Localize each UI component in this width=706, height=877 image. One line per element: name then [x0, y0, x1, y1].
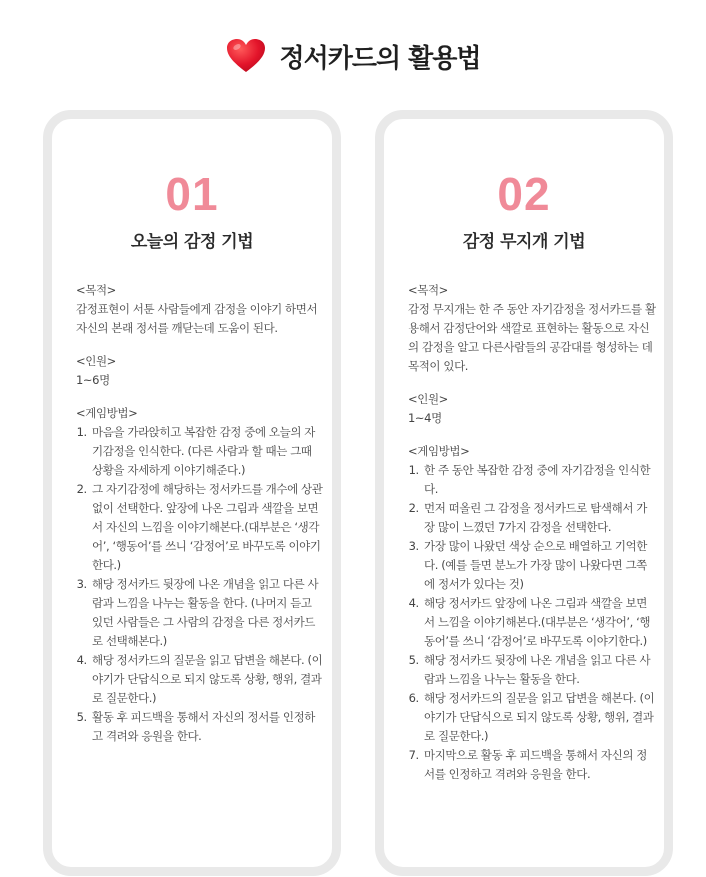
- method-section: [408, 442, 656, 784]
- steps-list: [76, 423, 324, 746]
- step-item: 7. 마지막으로 활동 후 피드백을 통해서 자신의 정서를 인정하고 격려와 응원을 한다.: [422, 746, 656, 784]
- method-label: <게임방법>: [408, 444, 470, 458]
- card-number: 02: [497, 168, 551, 220]
- method-label: <게임방법>: [76, 406, 138, 420]
- heart-icon: [226, 38, 266, 74]
- purpose-section: [408, 281, 656, 376]
- method-card-1: [43, 110, 341, 876]
- step-item: 5. 해당 정서카드 뒷장에 나온 개념을 읽고 다른 사람과 느낌을 나누는 활동을 한다.: [422, 651, 656, 689]
- page-header: [0, 34, 706, 78]
- method-card-2: [375, 110, 673, 876]
- step-item: 1. 한 주 동안 복잡한 감정 중에 자기감정을 인식한다.: [422, 461, 656, 499]
- people-text: 1~4명: [408, 411, 442, 425]
- step-item: 3. 가장 많이 나왔던 색상 순으로 배열하고 기억한다. (예를 들면 분노가 가장 많이 나왔다면 그쪽에 정서가 있다는 것): [422, 537, 656, 594]
- step-item: 3. 해당 정서카드 뒷장에 나온 개념을 읽고 다른 사람과 느낌을 나누는 활동을 한다. (나머지 듣고 있던 사람들은 그 사람의 감정을 다른 정서카드로 선택해본다.): [90, 575, 324, 651]
- card-body: [408, 281, 656, 798]
- people-label: <인원>: [76, 354, 116, 368]
- purpose-label: <목적>: [408, 283, 448, 297]
- people-section: [76, 352, 324, 390]
- card-title: 감정 무지개 기법: [462, 232, 586, 252]
- step-item: 4. 해당 정서카드 앞장에 나온 그림과 색깔을 보면서 느낌을 이야기해본다.(대부분은 ‘생각어’, ‘행동어’를 쓰니 ‘감정어’로 바꾸도록 이야기한다.): [422, 594, 656, 651]
- step-item: 4. 해당 정서카드의 질문을 읽고 답변을 해본다. (이야기가 단답식으로 되지 않도록 상황, 행위, 결과로 질문한다.): [90, 651, 324, 708]
- step-item: 5. 활동 후 피드백을 통해서 자신의 정서를 인정하고 격려와 응원을 한다.: [90, 708, 324, 746]
- people-text: 1~6명: [76, 373, 110, 387]
- page-title: 정서카드의 활용법: [279, 43, 481, 74]
- step-item: 1. 마음을 가라앉히고 복잡한 감정 중에 오늘의 자기감정을 인식한다. (다른 사람과 할 때는 그때 상황을 자세하게 이야기해준다.): [90, 423, 324, 480]
- step-item: 6. 해당 정서카드의 질문을 읽고 답변을 해본다. (이야기가 단답식으로 되지 않도록 상황, 행위, 결과로 질문한다.): [422, 689, 656, 746]
- purpose-text: 감정 무지개는 한 주 동안 자기감정을 정서카드를 활용해서 감정단어와 색깔로 표현하는 활동으로 자신의 감정을 알고 다른사람들의 공감대를 형성하는 데 목적이 있다.: [408, 302, 656, 373]
- people-section: [408, 390, 656, 428]
- card-title: 오늘의 감정 기법: [130, 232, 254, 252]
- step-item: 2. 먼저 떠올린 그 감정을 정서카드로 탐색해서 가장 많이 느꼈던 7가지 감정을 선택한다.: [422, 499, 656, 537]
- purpose-label: <목적>: [76, 283, 116, 297]
- method-section: [76, 404, 324, 746]
- purpose-section: [76, 281, 324, 338]
- purpose-text: 감정표현이 서툰 사람들에게 감정을 이야기 하면서 자신의 본래 정서를 깨닫는데 도움이 된다.: [76, 302, 318, 335]
- steps-list: [408, 461, 656, 784]
- step-item: 2. 그 자기감정에 해당하는 정서카드를 개수에 상관없이 선택한다. 앞장에 나온 그림과 색깔을 보면서 자신의 느낌을 이야기해본다.(대부분은 ‘생각어’, ‘행동어’를 쓰니 ‘감정어’로 바꾸도록 이야기한다.): [90, 480, 324, 575]
- card-number: 01: [165, 168, 219, 220]
- card-body: [76, 281, 324, 760]
- people-label: <인원>: [408, 392, 448, 406]
